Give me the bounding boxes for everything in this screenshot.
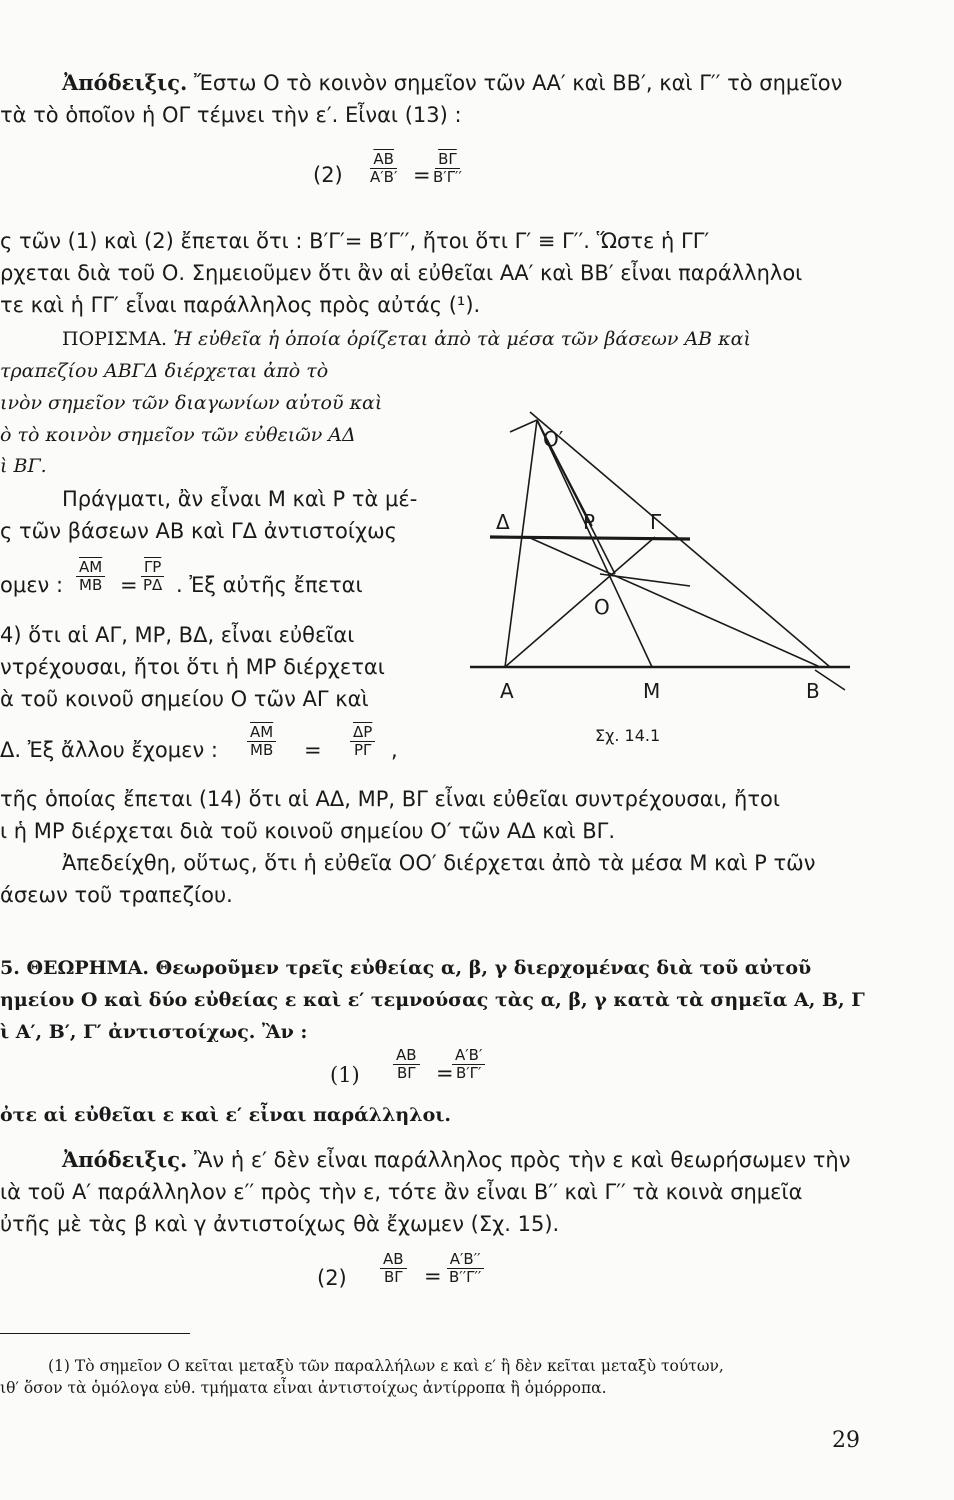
- corollary-p10: Ἀπεδείχθη, οὕτως, ὅτι ἡ εὐθεῖα ΟΟ′ διέρχεται ἀπὸ τὰ μέσα Μ καὶ Ρ τῶν: [62, 851, 816, 875]
- proof1-line1-text: Ἔστω Ο τὸ κοινὸν σημεῖον τῶν ΑΑ′ καὶ ΒΒ′, καὶ Γ′′ τὸ σημεῖον: [194, 71, 843, 95]
- line-AD: [505, 420, 537, 667]
- tick-mark: [510, 420, 537, 432]
- proof2-line2: ιὰ τοῦ Α′ παράλληλον ε′′ πρὸς τὴν ε, τότε ἂν εἶναι Β′′ καὶ Γ′′ τὰ κοινὰ σημεῖα: [0, 1180, 803, 1204]
- label-O-prime: Ο′: [543, 427, 564, 451]
- proof1-eq-frac1: $\frac{\overline{AB}}{A'B'}$: [370, 150, 398, 186]
- footnote-line1: (1) Τὸ σημεῖον Ο κεῖται μεταξὺ τῶν παραλλήλων ε καὶ ε′ ἢ δὲν κεῖται μεταξὺ τούτων,: [48, 1357, 724, 1375]
- proof1-line3: ς τῶν (1) καὶ (2) ἔπεται ὅτι : Β′Γ′= Β′Γ′′, ἤτοι ὅτι Γ′ ≡ Γ′′. Ὥστε ἡ ΓΓ′: [0, 229, 710, 253]
- figure-caption: Σχ. 14.1: [595, 726, 661, 745]
- corollary-p6: ὰ τοῦ κοινοῦ σημείου Ο τῶν ΑΓ καὶ: [0, 687, 369, 711]
- corollary-frac2: $\frac{\overline{\Gamma P}}{P\Delta}$: [140, 559, 165, 594]
- equals-sign: =: [413, 163, 431, 187]
- theorem-line2: ημείου Ο καὶ δύο εὐθείας ε καὶ ε′ τεμνούσας τὰς α, β, γ κατὰ τὰ σημεῖα Α, Β, Γ: [0, 989, 865, 1011]
- proof2-eq-label: (2): [317, 1266, 347, 1290]
- corollary-p4: 4) ὅτι αἱ ΑΓ, ΜΡ, ΒΔ, εἶναι εὐθεῖαι: [0, 623, 355, 647]
- theorem-line3: ὶ Α′, Β′, Γ′ ἀντιστοίχως. Ἂν :: [0, 1021, 308, 1043]
- proof2-eq-frac1: $\frac{AB}{B\Gamma}$: [380, 1251, 407, 1286]
- label-Gamma: Γ: [650, 510, 662, 534]
- footnote-rule: [0, 1333, 190, 1334]
- label-A: Α: [500, 679, 514, 703]
- corollary-p8: τῆς ὁποίας ἔπεται (14) ὅτι αἱ ΑΔ, ΜΡ, ΒΓ εἶναι εὐθεῖαι συντρέχουσαι, ἤτοι: [0, 787, 780, 811]
- theorem-line1: 5. ΘΕΩΡΗΜΑ. Θεωροῦμεν τρεῖς εὐθείας α, β, γ διερχομένας διὰ τοῦ αὐτοῦ: [0, 957, 812, 979]
- diagonal-AG: [505, 537, 655, 667]
- trapezoid-figure: [470, 400, 870, 750]
- proof1-heading: Ἀπόδειξις.: [62, 70, 188, 95]
- equals-sign: =: [120, 573, 138, 597]
- proof2-line1-text: Ἂν ἡ ε′ δὲν εἶναι παράλληλος πρὸς τὴν ε καὶ θεωρήσωμεν τὴν: [194, 1148, 851, 1172]
- theorem-line4: ὀτε αἱ εὐθεῖαι ε καὶ ε′ εἶναι παράλληλοι.: [0, 1104, 452, 1126]
- theorem-eq-frac2: $\frac{A'B'}{B'\Gamma'}$: [452, 1047, 485, 1082]
- corollary-line5: ὶ ΒΓ.: [0, 455, 47, 477]
- proof2-eq-frac2: $\frac{A'B''}{B''\Gamma''}$: [446, 1251, 484, 1286]
- comma: ,: [391, 738, 398, 762]
- label-P: Ρ: [583, 510, 596, 534]
- equals-sign: =: [424, 1264, 442, 1288]
- corollary-line1: [62, 326, 751, 352]
- corollary-line1-text: Ἡ εὐθεῖα ἡ ὁποία ὁρίζεται ἀπὸ τὰ μέσα τῶν βάσεων ΑΒ καὶ: [173, 328, 751, 350]
- equals-sign: =: [436, 1061, 454, 1085]
- corollary-p2: ς τῶν βάσεων ΑΒ καὶ ΓΔ ἀντιστοίχως: [0, 519, 397, 543]
- footnote-line2: ιθ′ ὅσον τὰ ὁμόλογα εὐθ. τμήματα εἶναι ἀντιστοίχως ἀντίρροπα ἢ ὁμόρροπα.: [0, 1379, 607, 1397]
- proof1-line5: τε καὶ ἡ ΓΓ′ εἶναι παράλληλος πρὸς αὐτάς (¹).: [0, 293, 481, 317]
- proof1-eq-label: (2): [313, 163, 343, 187]
- corollary-line4: ὸ τὸ κοινὸν σημεῖον τῶν εὐθειῶν ΑΔ: [0, 424, 356, 446]
- label-O: Ο: [594, 595, 610, 619]
- label-B: Β: [806, 679, 820, 703]
- corollary-p11: άσεων τοῦ τραπεζίου.: [0, 883, 233, 907]
- corollary-p3a: ομεν :: [0, 573, 64, 597]
- label-Delta: Δ: [496, 510, 510, 534]
- corollary-p5: ντρέχουσαι, ἤτοι ὅτι ἡ ΜΡ διέρχεται: [0, 655, 385, 679]
- equals-sign: =: [304, 738, 322, 762]
- line-MP: [537, 420, 652, 667]
- theorem-eq-frac1: $\frac{AB}{B\Gamma}$: [393, 1047, 420, 1082]
- corollary-frac4: $\frac{\overline{\Delta P}}{P\Gamma}$: [350, 724, 375, 759]
- proof1-line2: τὰ τὸ ὁποῖον ἡ ΟΓ τέμνει τὴν ε′. Εἶναι (13) :: [0, 103, 462, 127]
- corollary-heading: ΠΟΡΙΣΜΑ.: [62, 328, 168, 350]
- corollary-frac1: $\frac{\overline{AM}}{MB}$: [76, 559, 105, 594]
- label-M: Μ: [643, 679, 661, 703]
- corollary-frac3: $\frac{\overline{AM}}{MB}$: [247, 724, 276, 759]
- diagonal-BD: [528, 537, 820, 667]
- page-number: 29: [832, 1428, 860, 1453]
- proof1-eq-frac2: $\frac{\overline{B\Gamma}}{B'\Gamma''}$: [433, 150, 462, 186]
- corollary-p7a: Δ. Ἐξ ἄλλου ἔχομεν :: [0, 738, 218, 762]
- proof2-heading: Ἀπόδειξις.: [62, 1147, 188, 1172]
- proof1-line1: [62, 70, 842, 96]
- corollary-line3: ινὸν σημεῖον τῶν διαγωνίων αὐτοῦ καὶ: [0, 392, 383, 414]
- proof1-line4: ρχεται διὰ τοῦ Ο. Σημειοῦμεν ὅτι ἂν αἱ εὐθεῖαι ΑΑ′ καὶ ΒΒ′ εἶναι παράλληλοι: [0, 261, 803, 285]
- corollary-p9: ι ἡ ΜΡ διέρχεται διὰ τοῦ κοινοῦ σημείου Ο′ τῶν ΑΔ καὶ ΒΓ.: [0, 819, 616, 843]
- corollary-p1: Πράγματι, ἂν εἶναι Μ καὶ Ρ τὰ μέ-: [62, 487, 418, 511]
- proof2-line1: [62, 1147, 850, 1173]
- corollary-p3b: . Ἐξ αὐτῆς ἔπεται: [176, 573, 363, 597]
- corollary-line2: τραπεζίου ΑΒΓΔ διέρχεται ἀπὸ τὸ: [0, 360, 329, 382]
- proof2-line3: ὐτῆς μὲ τὰς β καὶ γ ἀντιστοίχως θὰ ἔχωμεν (Σχ. 15).: [0, 1212, 560, 1236]
- base-DG: [490, 537, 690, 539]
- theorem-eq-label: (1): [330, 1063, 360, 1087]
